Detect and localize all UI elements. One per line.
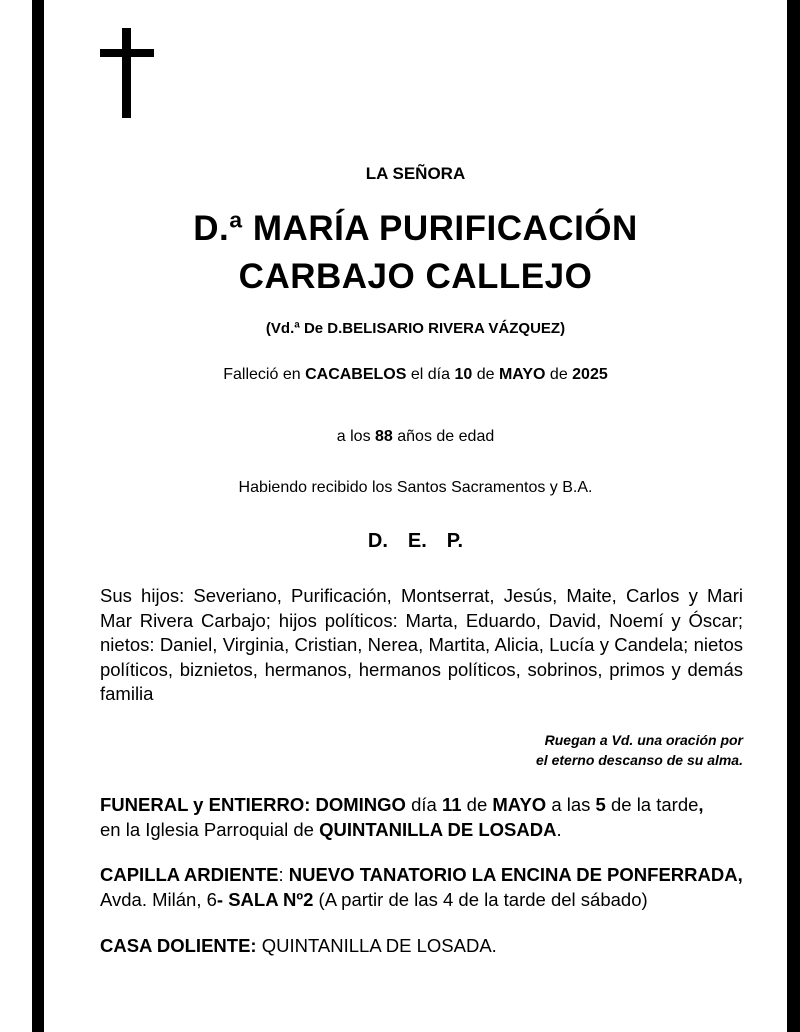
death-month: MAYO: [498, 366, 546, 383]
deceased-name: [44, 205, 787, 301]
church-name: QUINTANILLA DE LOSADA: [319, 819, 557, 840]
age-line: a los 88 años de edad: [336, 428, 495, 445]
age-years: 88: [375, 428, 393, 445]
funeral-info: FUNERAL y ENTIERRO: DOMINGO día 11 de MAYO a las 5 de la tarde, en la Iglesia Parroquial de QUINTANILLA DE LOSADA.: [100, 794, 704, 840]
name-line-2: CARBAJO CALLEJO: [238, 257, 593, 296]
dep-line: D. E. P.: [367, 530, 464, 552]
death-year: 2025: [572, 366, 608, 383]
mourning-house-info: CASA DOLIENTE: QUINTANILLA DE LOSADA.: [100, 935, 497, 956]
left-border: [32, 0, 44, 1032]
widow-note: (Vd.ª De D.BELISARIO RIVERA VÁZQUEZ): [265, 320, 566, 337]
death-day: 10: [454, 366, 473, 383]
right-border: [787, 0, 800, 1032]
casa-label: CASA DOLIENTE:: [100, 935, 257, 956]
funeral-label: FUNERAL y ENTIERRO: DOMINGO: [100, 794, 406, 815]
name-line-1: D.ª MARÍA PURIFICACIÓN: [193, 209, 638, 248]
sacraments-line: Habiendo recibido los Santos Sacramentos y B.A.: [238, 479, 593, 496]
chapel-info: CAPILLA ARDIENTE: NUEVO TANATORIO LA ENCINA DE PONFERRADA, Avda. Milán, 6- SALA Nº2 (A partir de las 4 de la tarde del sábado): [100, 864, 743, 910]
prayer-line-1: Ruegan a Vd. una oración por: [544, 732, 743, 748]
family-paragraph: Sus hijos: Severiano, Purificación, Montserrat, Jesús, Maite, Carlos y Mari Mar Rivera Carbajo; hijos políticos: Marta, Eduardo, David, Noemí y Óscar; nietos: Daniel, Virginia, Cristian, Nerea, Martita, Alicia, Lucía y Candela; nietos políticos, biznietos, hermanos, hermanos políticos, sobrinos, primos y demás familia: [100, 585, 743, 704]
chapel-place: NUEVO TANATORIO LA ENCINA DE PONFERRADA,: [288, 864, 743, 885]
title-prefix: LA SEÑORA: [365, 164, 466, 183]
chapel-label: CAPILLA ARDIENTE: [100, 864, 279, 885]
prayer-note: [400, 730, 743, 770]
death-line: Falleció en CACABELOS el día 10 de MAYO de 2025: [223, 366, 608, 383]
prayer-line-2: el eterno descanso de su alma.: [536, 752, 743, 768]
death-place: CACABELOS: [305, 366, 407, 383]
cross-icon: [100, 28, 154, 120]
